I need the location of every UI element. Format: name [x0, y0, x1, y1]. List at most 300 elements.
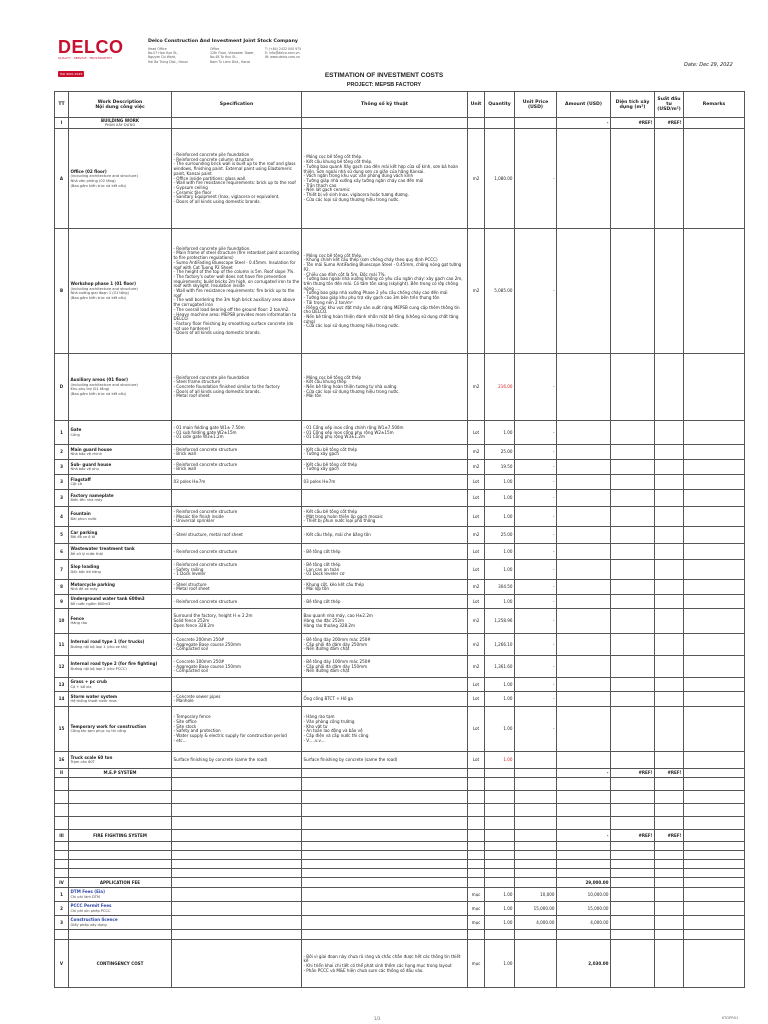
row-specification: - Reinforced concrete pile foundation - Reinforced concrete column structure - The surrounding brick wall is built up to the roof and glass windows, finishing paint. External paint using Elastomeric paint, Kansai paint - Office inside partitions: glass wall. - Wall with fire resistance requirements: brick up to the roof - Gypsum ceiling - Ceramic tile floor - Sanitary Equipment (Inax, viglacera or equivalent. - Doors of all kinds using domestic brands.	[172, 129, 302, 229]
row-spec-vi	[302, 888, 468, 902]
row-specification: 03 poles H±7m	[172, 475, 302, 490]
row-area: #REF!	[611, 769, 655, 778]
row-description	[69, 354, 172, 421]
row-subtitle: Hàng rào	[70, 621, 87, 626]
table-header-row	[55, 92, 745, 118]
row-spec-vi: - Kết cấu thép, mái che bằng tôn	[302, 527, 468, 544]
row-description	[69, 609, 172, 634]
row-quantity: 1.00	[485, 916, 515, 930]
row-unit: Lot	[468, 560, 485, 580]
row-amount	[557, 707, 611, 752]
row-quantity: 1.00	[485, 752, 515, 769]
row-rate	[655, 778, 684, 791]
row-rate	[655, 656, 684, 678]
row-number: 8	[55, 580, 69, 595]
row-spec-vi: - Kết cấu bê tông cốt thép - Tường xây gạch	[302, 460, 468, 475]
row-unit: Lot	[468, 707, 485, 752]
row-area	[611, 544, 655, 560]
table-row	[55, 527, 745, 544]
row-area	[611, 902, 655, 916]
row-unit-price: -	[515, 507, 557, 527]
row-description	[69, 544, 172, 560]
row-description	[69, 752, 172, 769]
row-amount	[557, 560, 611, 580]
row-quantity: 1.00	[485, 560, 515, 580]
row-unit: mục	[468, 902, 485, 916]
row-unit-price: -	[515, 595, 557, 609]
row-amount	[557, 527, 611, 544]
row-description	[69, 678, 172, 692]
row-description	[69, 229, 172, 354]
row-amount	[557, 445, 611, 460]
row-number	[55, 851, 69, 860]
row-rate	[655, 527, 684, 544]
row-amount	[557, 851, 611, 860]
row-unit-price: -	[515, 634, 557, 656]
row-area	[611, 634, 655, 656]
col-rate: Suất đầu tư (USD/m²)	[655, 92, 684, 118]
row-subtitle: Đường nội bộ loại 2 (cho PCCC)	[70, 666, 127, 671]
row-title: DTM Fees (Eia)	[70, 889, 105, 895]
row-remarks	[684, 869, 745, 878]
table-row	[55, 817, 745, 830]
row-remarks	[684, 842, 745, 851]
row-unit-price: -	[515, 678, 557, 692]
row-unit: Lot	[468, 475, 485, 490]
row-spec-vi: 03 poles H±7m	[302, 475, 468, 490]
row-spec-vi: - Bê tông dày 100mm mác 250# - Cấp phối đá dăm dày 150mm - Nền đường đầm chặt	[302, 656, 468, 678]
row-area	[611, 678, 655, 692]
row-number: 15	[55, 707, 69, 752]
row-area	[611, 916, 655, 930]
row-spec-vi: - Bê tông cốt thép	[302, 544, 468, 560]
row-number: 10	[55, 609, 69, 634]
row-remarks	[684, 678, 745, 692]
row-amount	[557, 791, 611, 804]
row-quantity: 1.00	[485, 692, 515, 707]
row-number	[55, 860, 69, 869]
row-title: BUILDING WORK	[100, 117, 140, 123]
contact-info: T: (+84) 2432 000 975 E: info@delco.com.vn W: www.delco.com.vn	[265, 47, 302, 60]
row-description	[69, 118, 172, 129]
table-row	[55, 544, 745, 560]
row-rate	[655, 817, 684, 830]
row-spec-vi: - Bê tông cốt thép	[302, 595, 468, 609]
row-area	[611, 860, 655, 869]
table-row	[55, 354, 745, 421]
table-row	[55, 609, 745, 634]
col-area: Diện tích xây dựng (m²)	[611, 92, 655, 118]
row-remarks	[684, 930, 745, 940]
row-specification: - Steel structure - Metal roof sheet	[172, 580, 302, 595]
row-spec-vi: - Móng cọc bê tông cốt thép - Kết cấu khung thép - Nền bê tông hoàn thiện tương tự nhà xưởng - Cửa các loại sử dụng thương hiệu trong nước. - Mái tôn	[302, 354, 468, 421]
row-title: M.E.P SYSTEM	[103, 770, 137, 776]
row-unit-price: -	[515, 609, 557, 634]
row-area	[611, 869, 655, 878]
row-remarks	[684, 940, 745, 988]
row-area	[611, 460, 655, 475]
table-row	[55, 634, 745, 656]
row-specification: - Reinforced concrete structure - Mosaic tile finish inside - Universal sprinkler	[172, 507, 302, 527]
row-rate	[655, 791, 684, 804]
row-remarks	[684, 507, 745, 527]
col-spec-vi: Thông số kỹ thuật	[302, 92, 468, 118]
row-unit	[468, 842, 485, 851]
row-description	[69, 460, 172, 475]
row-area	[611, 527, 655, 544]
row-quantity: 1.00	[485, 940, 515, 988]
row-quantity: 1,361.60	[485, 656, 515, 678]
row-subtitle: Bể nước ngầm 600m3	[70, 601, 111, 606]
row-description	[69, 930, 172, 940]
row-description	[69, 129, 172, 229]
row-area	[611, 421, 655, 445]
row-description	[69, 842, 172, 851]
row-number: 1	[55, 421, 69, 445]
row-specification	[172, 888, 302, 902]
row-amount	[557, 752, 611, 769]
row-quantity	[485, 778, 515, 791]
col-specification: Specification	[172, 92, 302, 118]
table-row	[55, 656, 745, 678]
row-rate	[655, 842, 684, 851]
row-quantity: 5,085.00	[485, 229, 515, 354]
row-quantity: 1.00	[485, 544, 515, 560]
row-remarks	[684, 544, 745, 560]
row-remarks	[684, 460, 745, 475]
row-unit-price	[515, 118, 557, 129]
row-amount	[557, 544, 611, 560]
row-amount	[557, 634, 611, 656]
row-unit: m2	[468, 634, 485, 656]
row-amount	[557, 507, 611, 527]
row-amount: 4,000.00	[557, 916, 611, 930]
row-title: PCCC Permit Fees	[70, 903, 112, 909]
row-number: D	[55, 354, 69, 421]
row-subtitle: Hệ thống thoát nước mưa	[70, 699, 117, 704]
row-unit-price: -	[515, 580, 557, 595]
row-description	[69, 888, 172, 902]
row-unit	[468, 769, 485, 778]
estimate-table	[54, 91, 745, 988]
row-number	[55, 817, 69, 830]
head-office-address: Head Office No.07 Hoa Hue St., Nguyen Du Ward, Hai Ba Trung Dist., Hanoi	[148, 47, 188, 64]
row-unit-price	[515, 791, 557, 804]
table-row	[55, 707, 745, 752]
row-unit-price	[515, 878, 557, 888]
row-remarks	[684, 490, 745, 507]
row-rate	[655, 580, 684, 595]
document-title: ESTIMATION OF INVESTMENT COSTS	[324, 72, 444, 79]
row-quantity	[485, 817, 515, 830]
row-specification: - Reinforced concrete structure - Safety railing - 1 Dock leveler	[172, 560, 302, 580]
row-description	[69, 656, 172, 678]
row-remarks	[684, 830, 745, 842]
row-specification: - Concrete 100mm 250# - Aggregate Base course 150mm - Compacted soil	[172, 656, 302, 678]
col-description	[69, 92, 172, 118]
row-quantity	[485, 878, 515, 888]
row-quantity	[485, 769, 515, 778]
row-specification: - 01 main folding gate W1± 7.50m - 01 sub folding gate W2±15m - 01 side gate W3±1.2m	[172, 421, 302, 445]
row-unit: mục	[468, 940, 485, 988]
row-subtitle: Nhà bảo vệ chính	[70, 452, 102, 457]
row-unit-price: -	[515, 707, 557, 752]
row-quantity	[485, 842, 515, 851]
row-unit-price	[515, 930, 557, 940]
row-title: Gate	[70, 427, 82, 433]
row-area	[611, 609, 655, 634]
table-row	[55, 421, 745, 445]
row-amount: 29,000.00	[557, 878, 611, 888]
row-title: Flagstaff	[70, 476, 91, 482]
row-specification: - Reinforced concrete structure	[172, 595, 302, 609]
row-spec-vi	[302, 490, 468, 507]
row-spec-vi: Surface finishing by concrete (same the road)	[302, 752, 468, 769]
table-row	[55, 769, 745, 778]
row-subtitle: Nhà bảo vệ phụ	[70, 467, 99, 472]
row-spec-vi: - Bê tông dày 200mm mác 250# - Cấp phối đá dăm dày 250mm - Nền đường đầm chặt	[302, 634, 468, 656]
row-spec-vi: - Hàng rào tạm - Văn phòng công trường - Kho vật tư - An toàn lao động và bảo vệ - Cấp điện và cấp nước thi công - V.....v.v....	[302, 707, 468, 752]
table-row	[55, 930, 745, 940]
row-quantity	[485, 804, 515, 817]
row-remarks	[684, 560, 745, 580]
row-unit: mục	[468, 888, 485, 902]
row-unit-price: 4,000.00	[515, 916, 557, 930]
row-quantity: 1,258.96	[485, 609, 515, 634]
row-specification: - Concrete 200mm 250# - Aggregate Base course 250mm - Compacted soil	[172, 634, 302, 656]
row-title: CONTINGENCY COST	[96, 960, 144, 966]
row-remarks	[684, 229, 745, 354]
row-subtitle: Bãi đỗ xe ô tô	[70, 535, 96, 540]
row-spec-vi	[302, 851, 468, 860]
row-number: IV	[55, 878, 69, 888]
table-row	[55, 445, 745, 460]
row-description	[69, 507, 172, 527]
row-unit: m2	[468, 445, 485, 460]
row-description	[69, 778, 172, 791]
row-remarks	[684, 778, 745, 791]
row-remarks	[684, 475, 745, 490]
row-unit: Lot	[468, 692, 485, 707]
row-quantity: 1,266.10	[485, 634, 515, 656]
table-row	[55, 830, 745, 842]
row-description	[69, 830, 172, 842]
row-description	[69, 692, 172, 707]
table-row	[55, 778, 745, 791]
row-amount	[557, 842, 611, 851]
row-specification: - Reinforced concrete structure - Brick wall	[172, 460, 302, 475]
row-unit-price	[515, 842, 557, 851]
row-subtitle: Giấy phép xây dựng	[70, 922, 107, 927]
row-spec-vi	[302, 930, 468, 940]
row-title: Fountain	[70, 511, 91, 517]
row-quantity: 1.00	[485, 475, 515, 490]
row-title: Auxiliary areas (01 floor)	[70, 377, 129, 382]
document-code: KTGPR01	[722, 1016, 739, 1020]
row-number: 13	[55, 678, 69, 692]
row-unit	[468, 860, 485, 869]
row-area	[611, 851, 655, 860]
row-number: 12	[55, 656, 69, 678]
row-specification: - Reinforced concrete pile foundation. - Main frame of steel structure (fire retardant paint according to fire protection regulations) - Sumo AntiFading Bluescope Steel - 0.45mm. Insulation for roof with Cat Tuong P2 Sheet - The height of the top of the column is 5m. Roof slope 7%. - The factory's outer wall does not have fire prevention requirements: build bricks 2m high, on corrugated iron to the roof with skylight. Insulation inside - Wall with fire resistance requirements: fire brick up to the roof - The wall bordering the 3m high brick auxiliary area above the corrugated iron - The overall load bearing off the ground floor: 2 ton/m2. - Heavy machine area: MEPSB provides more information to DELCO. - Factory floor finishing by smoothing surface concrete (do not use hardener) - Doors of all kinds using domestic brands.	[172, 229, 302, 354]
row-amount	[557, 354, 611, 421]
table-row	[55, 490, 745, 507]
row-title: Storm water system	[70, 693, 118, 699]
row-amount	[557, 860, 611, 869]
row-title: Office (02 floor)	[70, 168, 107, 174]
row-description	[69, 878, 172, 888]
row-unit-price	[515, 860, 557, 869]
row-area	[611, 490, 655, 507]
row-rate	[655, 634, 684, 656]
row-specification	[172, 118, 302, 129]
row-quantity: 1.00	[485, 595, 515, 609]
row-unit: Lot	[468, 421, 485, 445]
row-number: 1	[55, 888, 69, 902]
row-unit-price	[515, 769, 557, 778]
row-subtitle: Cổng	[70, 432, 80, 437]
row-number: I	[55, 118, 69, 129]
row-remarks	[684, 692, 745, 707]
row-rate	[655, 560, 684, 580]
col-unit: Unit	[468, 92, 485, 118]
row-unit-price: -	[515, 544, 557, 560]
row-description	[69, 445, 172, 460]
row-unit: m2	[468, 129, 485, 229]
row-rate	[655, 692, 684, 707]
row-description	[69, 804, 172, 817]
row-area	[611, 656, 655, 678]
row-description	[69, 634, 172, 656]
row-area	[611, 580, 655, 595]
row-remarks	[684, 129, 745, 229]
row-unit: m2	[468, 580, 485, 595]
row-remarks	[684, 421, 745, 445]
row-area	[611, 842, 655, 851]
row-number	[55, 842, 69, 851]
row-area	[611, 878, 655, 888]
row-rate	[655, 860, 684, 869]
row-number: V	[55, 940, 69, 988]
row-remarks	[684, 354, 745, 421]
row-unit: Lot	[468, 490, 485, 507]
row-area	[611, 930, 655, 940]
row-remarks	[684, 769, 745, 778]
row-subtitle: Chi phí xin phép PCCC	[70, 908, 111, 913]
row-title: Motorcycle parking	[70, 581, 115, 587]
row-specification: Surround the factory, height H ± 2.2m Solid fence 252m Open fence 328.2m	[172, 609, 302, 634]
row-number: 5	[55, 527, 69, 544]
row-unit-price: -	[515, 421, 557, 445]
row-subtitle: (including architecture and structure) Nhà xưởng giai đoạn 1 (01 tầng) (Bao gồm kiến trúc và kết cấu)	[70, 286, 138, 301]
row-rate	[655, 878, 684, 888]
row-spec-vi	[302, 860, 468, 869]
row-unit-price: -	[515, 560, 557, 580]
row-rate	[655, 475, 684, 490]
row-description	[69, 869, 172, 878]
row-rate	[655, 804, 684, 817]
row-quantity: 25.00	[485, 527, 515, 544]
row-title: APPLICATION FEE	[99, 879, 141, 885]
row-unit	[468, 869, 485, 878]
row-unit-price	[515, 817, 557, 830]
row-specification	[172, 490, 302, 507]
table-row	[55, 851, 745, 860]
row-unit	[468, 804, 485, 817]
table-row	[55, 129, 745, 229]
row-number: 2	[55, 445, 69, 460]
row-specification	[172, 804, 302, 817]
row-unit: Lot	[468, 678, 485, 692]
row-area	[611, 752, 655, 769]
row-specification	[172, 678, 302, 692]
row-area	[611, 475, 655, 490]
logo-wordmark: DELCO	[58, 37, 124, 57]
row-spec-vi	[302, 869, 468, 878]
row-specification	[172, 878, 302, 888]
row-subtitle: Biển tên nhà máy	[70, 498, 103, 503]
row-number	[55, 778, 69, 791]
row-title: Car parking	[70, 529, 98, 535]
row-rate	[655, 752, 684, 769]
company-name: Delco Construction And Investment Joint Stock Company	[148, 39, 298, 44]
row-specification: - Reinforced concrete pile foundation - Steel frame structure - Concrete foundation finished similar to the factory - Doors of all kinds using domestic brands. - Metal roof sheet	[172, 354, 302, 421]
row-title: Fence	[70, 615, 85, 621]
row-amount	[557, 692, 611, 707]
row-description	[69, 595, 172, 609]
table-row	[55, 791, 745, 804]
row-quantity: 1.00	[485, 678, 515, 692]
table-row	[55, 460, 745, 475]
row-subtitle: (including architecture and structure) Nhà văn phòng (02 tầng) (Bao gồm kiến trúc và kết cấu)	[70, 174, 138, 188]
row-unit: mục	[468, 916, 485, 930]
row-description	[69, 916, 172, 930]
row-amount: 15,000.00	[557, 902, 611, 916]
row-title: Internal road type 1 (for trucks)	[70, 639, 145, 645]
table-row	[55, 842, 745, 851]
row-number: 14	[55, 692, 69, 707]
row-area	[611, 817, 655, 830]
row-title: Sub- guard house	[70, 461, 112, 467]
table-row	[55, 580, 745, 595]
row-area: #REF!	[611, 830, 655, 842]
row-unit-price: -	[515, 445, 557, 460]
col-remarks: Remarks	[684, 92, 745, 118]
row-number: 2	[55, 902, 69, 916]
row-description	[69, 791, 172, 804]
table-row	[55, 692, 745, 707]
table-row	[55, 916, 745, 930]
row-unit-price: -	[515, 475, 557, 490]
row-unit: Lot	[468, 507, 485, 527]
row-spec-vi	[302, 791, 468, 804]
row-quantity: 1.00	[485, 888, 515, 902]
row-spec-vi	[302, 842, 468, 851]
row-description	[69, 860, 172, 869]
row-number: 16	[55, 752, 69, 769]
row-specification: - Concrete sewer pipes - Manhole	[172, 692, 302, 707]
row-description	[69, 527, 172, 544]
row-amount	[557, 817, 611, 830]
row-number: 11	[55, 634, 69, 656]
row-title: Construction licence	[70, 917, 118, 923]
row-unit: Lot	[468, 752, 485, 769]
row-rate	[655, 851, 684, 860]
row-rate	[655, 507, 684, 527]
row-unit	[468, 930, 485, 940]
row-subtitle: Nhà để xe máy	[70, 587, 98, 592]
row-amount	[557, 595, 611, 609]
